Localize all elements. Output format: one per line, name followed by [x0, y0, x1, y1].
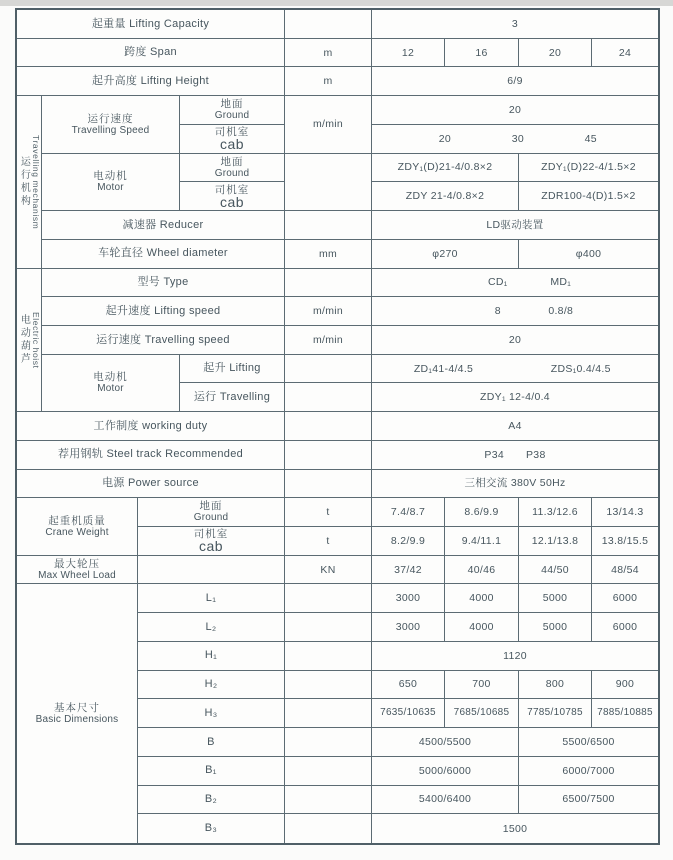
hoist-motor-zh: 电动机 [93, 371, 128, 384]
unit-power-source [285, 470, 372, 499]
unit-crane-motor [285, 154, 372, 211]
steel-track-1: P34 [484, 448, 504, 461]
b2-1: 5400/6400 [372, 786, 519, 815]
value-steel-track [372, 441, 658, 470]
row-label-basic-dimensions [17, 584, 138, 843]
basic-dimensions-zh: 基本尺寸 [54, 701, 100, 714]
wheel-load-3: 44/50 [519, 556, 592, 585]
cab-speed-2: 30 [511, 132, 524, 145]
page-edge [0, 0, 673, 6]
unit-span: m [285, 39, 372, 68]
section-electric-hoist-en: Electric hoist [31, 311, 42, 369]
row-label-working-duty: 工作制度 working duty [17, 412, 285, 441]
wheel-load-1: 37/42 [372, 556, 445, 585]
travelling-speed-en: Travelling Speed [71, 124, 150, 136]
motor-ground-en: Ground [214, 167, 250, 179]
value-hoist-type [372, 269, 658, 298]
h2-2: 700 [445, 671, 519, 700]
weight-cab-3: 12.1/13.8 [519, 527, 592, 556]
l1-1: 3000 [372, 584, 445, 613]
h3-1: 7635/10635 [372, 699, 445, 728]
unit-crane-weight-cab: t [285, 527, 372, 556]
value-power-source: 三相交流 380V 50Hz [372, 470, 658, 499]
hoist-lifting-speed-2: 0.8/8 [548, 305, 574, 318]
cab-speed-3: 45 [584, 132, 597, 145]
crane-motor-en: Motor [97, 182, 124, 194]
row-label-travelling-speed [42, 96, 180, 153]
section-travelling-mechanism-zh: 运行机构 [18, 155, 30, 208]
dim-label-b: B [138, 728, 285, 757]
sublabel-max-wheel-load-empty [138, 556, 285, 585]
max-wheel-load-zh: 最大轮压 [54, 557, 100, 570]
value-motor-cab-2: ZDR100-4(D)1.5×2 [519, 182, 658, 211]
dim-label-b3: B₃ [138, 814, 285, 843]
h2-1: 650 [372, 671, 445, 700]
sublabel-motor-cab [180, 182, 285, 211]
hoist-type-1: CD₁ [488, 276, 508, 289]
motor-ground-zh: 地面 [220, 155, 244, 168]
b1-1: 5000/6000 [372, 757, 519, 786]
row-label-crane-motor [42, 154, 180, 211]
b-2: 5500/6500 [519, 728, 658, 757]
unit-working-duty [285, 412, 372, 441]
l2-2: 4000 [445, 613, 519, 642]
row-label-span: 跨度 Span [17, 39, 285, 68]
value-span-20: 20 [519, 39, 592, 68]
sublabel-hoist-lifting: 起升 Lifting [180, 355, 285, 384]
value-hoist-motor-lifting [372, 355, 658, 384]
value-wheel-diameter-1: φ270 [372, 240, 519, 269]
unit-hoist-type [285, 269, 372, 298]
sublabel-weight-ground [138, 498, 285, 527]
unit-hoist-lifting-speed: m/min [285, 297, 372, 326]
dim-unit-h1 [285, 642, 372, 671]
sublabel-hoist-travelling: 运行 Travelling [180, 383, 285, 412]
value-motor-ground-1: ZDY₁(D)21-4/0.8×2 [372, 154, 519, 183]
value-span-24: 24 [592, 39, 658, 68]
hoist-motor-en: Motor [97, 383, 124, 395]
value-hoist-motor-travelling: ZDY₁ 12-4/0.4 [372, 383, 658, 412]
unit-lifting-height: m [285, 67, 372, 96]
dim-label-b1: B₁ [138, 757, 285, 786]
b-1: 4500/5500 [372, 728, 519, 757]
row-label-hoist-type: 型号 Type [42, 269, 285, 298]
value-motor-cab-1: ZDY 21-4/0.8×2 [372, 182, 519, 211]
travelling-speed-zh: 运行速度 [87, 112, 134, 125]
row-label-lifting-height: 起升高度 Lifting Height [17, 67, 285, 96]
h1-value: 1120 [372, 642, 658, 671]
unit-hoist-motor-travelling [285, 383, 372, 412]
value-working-duty: A4 [372, 412, 658, 441]
row-label-lifting-capacity: 起重量 Lifting Capacity [17, 10, 285, 39]
l1-2: 4000 [445, 584, 519, 613]
basic-dimensions-en: Basic Dimensions [35, 714, 119, 726]
cab-speed-1: 20 [438, 132, 452, 145]
unit-lifting-capacity [285, 10, 372, 39]
unit-travelling-speed: m/min [285, 96, 372, 153]
weight-cab-en: cab [198, 538, 224, 555]
unit-max-wheel-load: KN [285, 556, 372, 585]
hoist-type-2: MD₁ [550, 276, 572, 289]
sublabel-weight-cab [138, 527, 285, 556]
dim-unit-b3 [285, 814, 372, 843]
cab-zh: 司机室 [214, 126, 250, 139]
hoist-lifting-speed-1: 8 [494, 305, 501, 318]
value-span-16: 16 [445, 39, 519, 68]
dim-label-b2: B₂ [138, 786, 285, 815]
dim-unit-b [285, 728, 372, 757]
value-travelling-speed-ground: 20 [372, 96, 658, 125]
sublabel-motor-ground [180, 154, 285, 183]
unit-steel-track [285, 441, 372, 470]
b1-2: 6000/7000 [519, 757, 658, 786]
row-label-crane-weight [17, 498, 138, 555]
hoist-motor-lifting-2: ZDS₁0.4/4.5 [550, 362, 611, 375]
row-label-reducer: 减速器 Reducer [42, 211, 285, 240]
motor-cab-zh: 司机室 [214, 183, 250, 196]
value-hoist-travelling-speed: 20 [372, 326, 658, 355]
unit-wheel-diameter: mm [285, 240, 372, 269]
dim-unit-l1 [285, 584, 372, 613]
weight-cab-zh: 司机室 [193, 528, 229, 541]
weight-ground-zh: 地面 [199, 500, 223, 513]
unit-crane-weight-ground: t [285, 498, 372, 527]
dim-label-h1: H₁ [138, 642, 285, 671]
weight-cab-4: 13.8/15.5 [592, 527, 658, 556]
steel-track-2: P38 [526, 448, 546, 461]
weight-cab-1: 8.2/9.9 [372, 527, 445, 556]
l2-1: 3000 [372, 613, 445, 642]
crane-weight-zh: 起重机质量 [48, 514, 106, 527]
dim-unit-b1 [285, 757, 372, 786]
sublabel-ground [180, 96, 285, 125]
section-electric-hoist-zh: 电动葫芦 [18, 313, 30, 366]
value-lifting-height: 6/9 [372, 67, 658, 96]
value-travelling-speed-cab [372, 125, 658, 154]
l2-3: 5000 [519, 613, 592, 642]
l1-4: 6000 [592, 584, 658, 613]
weight-ground-1: 7.4/8.7 [372, 498, 445, 527]
b2-2: 6500/7500 [519, 786, 658, 815]
crane-motor-zh: 电动机 [93, 170, 128, 183]
dim-unit-h2 [285, 671, 372, 700]
weight-ground-en: Ground [193, 512, 229, 524]
wheel-load-4: 48/54 [592, 556, 658, 585]
motor-cab-en: cab [219, 193, 245, 210]
dim-label-h3: H₃ [138, 699, 285, 728]
value-hoist-lifting-speed [372, 297, 658, 326]
unit-hoist-travelling-speed: m/min [285, 326, 372, 355]
weight-ground-3: 11.3/12.6 [519, 498, 592, 527]
ground-zh: 地面 [220, 98, 244, 111]
dim-unit-l2 [285, 613, 372, 642]
weight-ground-2: 8.6/9.9 [445, 498, 519, 527]
b3-value: 1500 [502, 822, 528, 835]
cab-en: cab [219, 136, 245, 153]
dim-label-l1: L₁ [138, 584, 285, 613]
h3-2: 7685/10685 [445, 699, 519, 728]
hoist-motor-lifting-1: ZD₁41-4/4.5 [413, 362, 474, 375]
sublabel-cab [180, 125, 285, 154]
row-label-hoist-lifting-speed: 起升速度 Lifting speed [42, 297, 285, 326]
wheel-load-2: 40/46 [445, 556, 519, 585]
dim-unit-h3 [285, 699, 372, 728]
ground-en: Ground [214, 110, 250, 122]
section-travelling-mechanism-en: Travelling mechanism [31, 134, 42, 230]
value-span-12: 12 [372, 39, 445, 68]
crane-weight-en: Crane Weight [45, 526, 109, 538]
unit-hoist-motor-lifting [285, 355, 372, 384]
l1-3: 5000 [519, 584, 592, 613]
value-wheel-diameter-2: φ400 [519, 240, 658, 269]
h2-4: 900 [592, 671, 658, 700]
section-travelling-mechanism [17, 96, 42, 268]
row-label-hoist-travelling-speed: 运行速度 Travelling speed [42, 326, 285, 355]
unit-reducer [285, 211, 372, 240]
value-motor-ground-2: ZDY₁(D)22-4/1.5×2 [519, 154, 658, 183]
crane-spec-table [15, 8, 660, 845]
h3-4: 7885/10885 [592, 699, 658, 728]
section-electric-hoist [17, 269, 42, 413]
row-label-wheel-diameter: 车轮直径 Wheel diameter [42, 240, 285, 269]
dim-label-h2: H₂ [138, 671, 285, 700]
weight-cab-2: 9.4/11.1 [445, 527, 519, 556]
weight-ground-4: 13/14.3 [592, 498, 658, 527]
row-label-max-wheel-load [17, 556, 138, 585]
row-label-steel-track: 荐用钢轨 Steel track Recommended [17, 441, 285, 470]
value-lifting-capacity: 3 [372, 10, 658, 39]
dim-unit-b2 [285, 786, 372, 815]
dim-label-l2: L₂ [138, 613, 285, 642]
h3-3: 7785/10785 [519, 699, 592, 728]
row-label-power-source: 电源 Power source [17, 470, 285, 499]
value-reducer: LD驱动装置 [372, 211, 658, 240]
max-wheel-load-en: Max Wheel Load [38, 569, 116, 581]
row-label-hoist-motor [42, 355, 180, 412]
h2-3: 800 [519, 671, 592, 700]
l2-4: 6000 [592, 613, 658, 642]
